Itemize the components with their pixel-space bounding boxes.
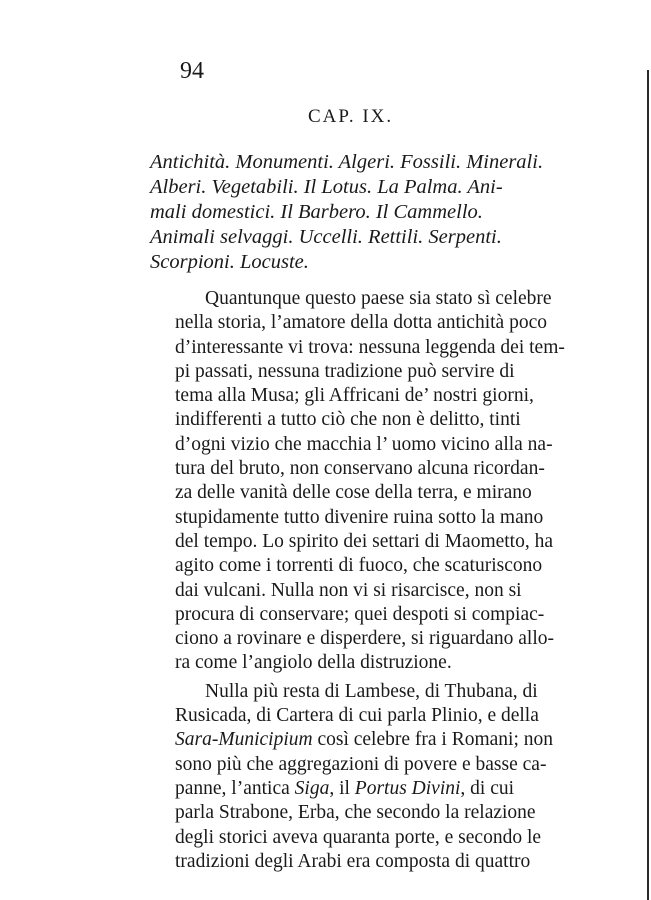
text-line: indifferenti a tutto ciò che non è delitto, tinti <box>175 409 521 431</box>
text-line: Nulla più resta di Lambese, di Thubana, di <box>205 680 538 702</box>
italic-place-name: Siga <box>294 777 330 799</box>
text-line: za delle vanità delle cose della terra, e mirano <box>175 482 532 504</box>
text-line: parla Strabone, Erba, che secondo la relazione <box>175 802 536 824</box>
text-line: ciono a rovinare e disperdere, si riguardano allo- <box>175 628 555 650</box>
text-line: tradizioni degli Arabi era composta di quattro <box>175 850 531 872</box>
italic-place-name: Sara-Municipium <box>175 729 313 751</box>
text-line: agito come i torrenti di fuoco, che scaturiscono <box>175 555 543 577</box>
text-line: stupidamente tutto divenire ruina sotto la mano <box>175 506 544 528</box>
text-segment: così celebre fra i Romani; non <box>312 729 553 751</box>
summary-line: Scorpioni. Locuste. <box>150 251 309 273</box>
chapter-title: CAP. IX. <box>308 106 394 127</box>
summary-line: mali domestici. Il Barbero. Il Cammello. <box>150 201 483 223</box>
text-line: del tempo. Lo spirito dei settari di Maometto, ha <box>175 530 554 552</box>
text-line <box>175 777 575 801</box>
summary-line: Animali selvaggi. Uccelli. Rettili. Serpenti. <box>150 226 502 248</box>
text-segment: , di cui <box>460 777 515 799</box>
summary-line: Antichità. Monumenti. Algeri. Fossili. Minerali. <box>150 151 544 173</box>
italic-place-name: Portus Divini <box>354 777 461 799</box>
text-line: procura di conservare; quei despoti si compiac- <box>175 603 545 625</box>
paragraph-1 <box>175 287 575 676</box>
text-line: d’ogni vizio che macchia l’ uomo vicino alla na- <box>175 433 553 455</box>
text-line: pi passati, nessuna tradizione può servire di <box>175 360 515 382</box>
text-segment: panne, l’antica <box>175 777 295 799</box>
page-edge-shadow <box>647 70 649 900</box>
text-line: tura del bruto, non conservano alcuna ricordan- <box>175 458 545 480</box>
text-line: Quantunque questo paese sia stato sì celebre <box>205 288 552 309</box>
text-line: dai vulcani. Nulla non vi si risarcisce, non si <box>175 579 522 601</box>
text-line: nella storia, l’amatore della dotta antichità poco <box>175 312 547 334</box>
text-line: degli storici aveva quaranta porte, e secondo le <box>175 826 542 848</box>
page-number: 94 <box>180 58 204 84</box>
summary-line: Alberi. Vegetabili. Il Lotus. La Palma. Ani- <box>150 176 503 198</box>
body-text <box>175 287 575 874</box>
paragraph-2 <box>175 680 575 874</box>
text-line: Rusicada, di Cartera di cui parla Plinio, e della <box>175 705 539 727</box>
text-segment: , il <box>329 777 355 799</box>
chapter-summary <box>150 150 570 275</box>
text-line <box>175 728 575 752</box>
text-line: sono più che aggregazioni di povere e basse ca- <box>175 753 547 775</box>
text-line: ra come l’angiolo della distruzione. <box>175 652 452 674</box>
text-line: tema alla Musa; gli Affricani de’ nostri giorni, <box>175 385 534 407</box>
text-line: d’interessante vi trova: nessuna leggenda dei tem- <box>175 336 565 358</box>
